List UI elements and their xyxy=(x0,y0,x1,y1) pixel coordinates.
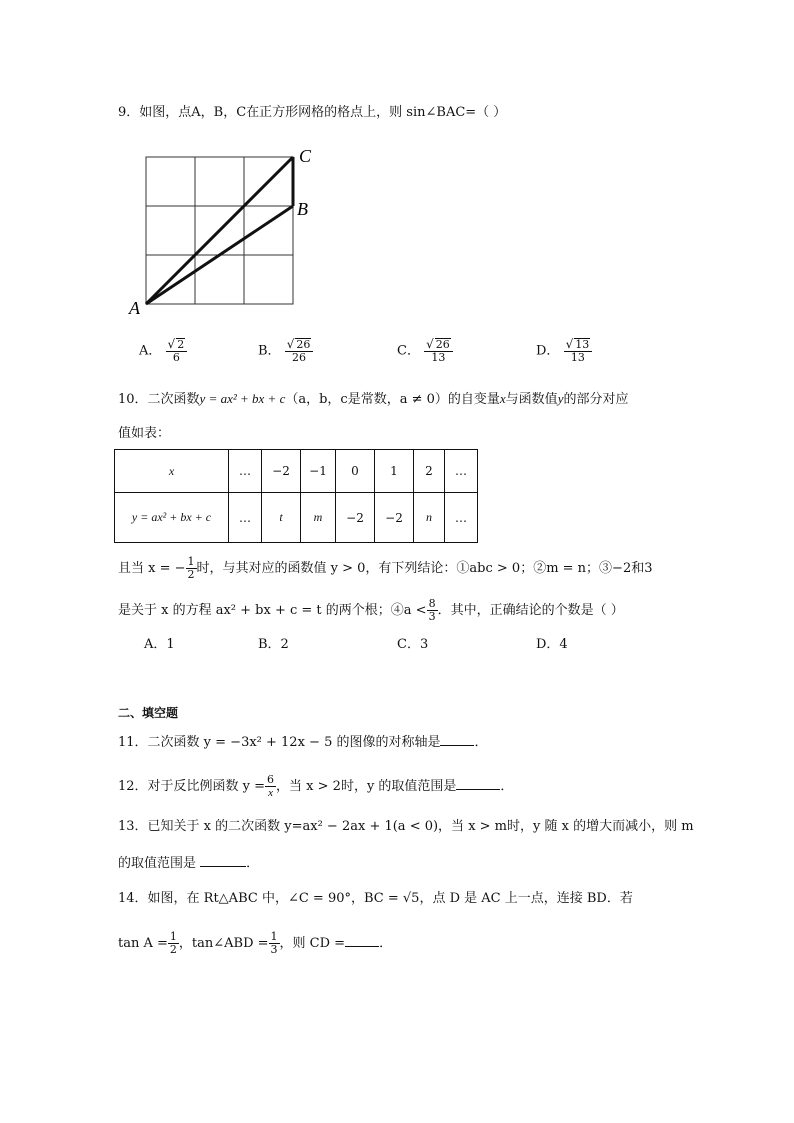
table-cell: n xyxy=(414,493,445,543)
table-cell: 1 xyxy=(375,450,414,493)
q13-line2: 的取值范围是 ． xyxy=(118,856,260,871)
q10-stem: 10．二次函数y = ax² + bx + c（a，b，c是常数，a ≠ 0）的自变量x与函数值y的部分对应 xyxy=(118,391,629,407)
table-cell: −1 xyxy=(301,450,336,493)
q10-stem-line2: 值如表： xyxy=(118,426,171,441)
answer-blank[interactable] xyxy=(456,789,500,790)
q14-line2: tan A = $\frac{1}{2}$ ，tan∠ABD = $\frac{1}{3}$ ，则 CD = ． xyxy=(118,930,393,956)
q9-stem: 9．如图，点A，B，C在正方形网格的格点上，则 sin∠BAC=（ ） xyxy=(118,105,507,120)
table-cell: y = ax² + bx + c xyxy=(115,493,229,543)
table-cell: … xyxy=(445,493,478,543)
q10-option-c[interactable]: C．3 xyxy=(397,637,429,652)
point-c-label: C xyxy=(299,146,312,166)
triangle-abc xyxy=(146,157,293,304)
q14-line1: 14．如图，在 Rt△ABC 中，∠C = 90°，BC = √5，点 D 是 AC 上一点，连接 BD．若 xyxy=(118,891,633,906)
table-cell: −2 xyxy=(262,450,301,493)
q9-option-c[interactable]: C． $\frac{√ 26}{13}$ xyxy=(397,338,453,364)
q12: 12．对于反比例函数 y = $\frac{6}{x}$ ，当 x > 2时，y 的取值范围是 ． xyxy=(118,773,514,799)
q10-conditions-line1: 且当 x = − $\frac{1}{2}$ 时，与其对应的函数值 y > 0，有下列结论：①abc > 0；②m = n；③−2和3 xyxy=(118,555,653,581)
table-cell: −2 xyxy=(375,493,414,543)
answer-blank[interactable] xyxy=(200,866,246,867)
q10-option-b[interactable]: B．2 xyxy=(258,637,289,652)
answer-blank[interactable] xyxy=(345,946,379,947)
answer-blank[interactable] xyxy=(440,745,474,746)
table-cell: … xyxy=(445,450,478,493)
section-heading: 二、填空题 xyxy=(118,706,179,720)
table-cell: 0 xyxy=(336,450,375,493)
q9-option-a[interactable]: A． $\frac{√ 2}{6}$ xyxy=(139,338,187,364)
table-cell: … xyxy=(229,450,262,493)
q10-option-d[interactable]: D．4 xyxy=(536,637,568,652)
table-row xyxy=(115,450,478,493)
q13-line1: 13．已知关于 x 的二次函数 y=ax² − 2ax + 1(a < 0)，当 x > m时，y 随 x 的增大而减小，则 m xyxy=(118,819,694,834)
table-cell: 2 xyxy=(414,450,445,493)
table-cell: … xyxy=(229,493,262,543)
q9-grid-figure xyxy=(125,142,325,322)
point-b-label: B xyxy=(297,199,308,219)
table-cell: −2 xyxy=(336,493,375,543)
q10-option-a[interactable]: A．1 xyxy=(144,637,175,652)
point-a-label: A xyxy=(129,298,140,318)
q11: 11．二次函数 y = −3x² + 12x − 5 的图像的对称轴是 ． xyxy=(118,735,488,750)
table-cell: m xyxy=(301,493,336,543)
table-row xyxy=(115,493,478,543)
q10-value-table xyxy=(114,449,478,543)
q9-option-b[interactable]: B． $\frac{√ 26}{26}$ xyxy=(258,338,313,364)
q10-conditions-line2: 是关于 x 的方程 ax² + bx + c = t 的两个根；④a < $\frac{8}{3}$ ．其中，正确结论的个数是（ ） xyxy=(118,597,624,623)
table-cell: x xyxy=(115,450,229,493)
table-cell: t xyxy=(262,493,301,543)
q9-option-d[interactable]: D． $\frac{√ 13}{13}$ xyxy=(536,338,592,364)
